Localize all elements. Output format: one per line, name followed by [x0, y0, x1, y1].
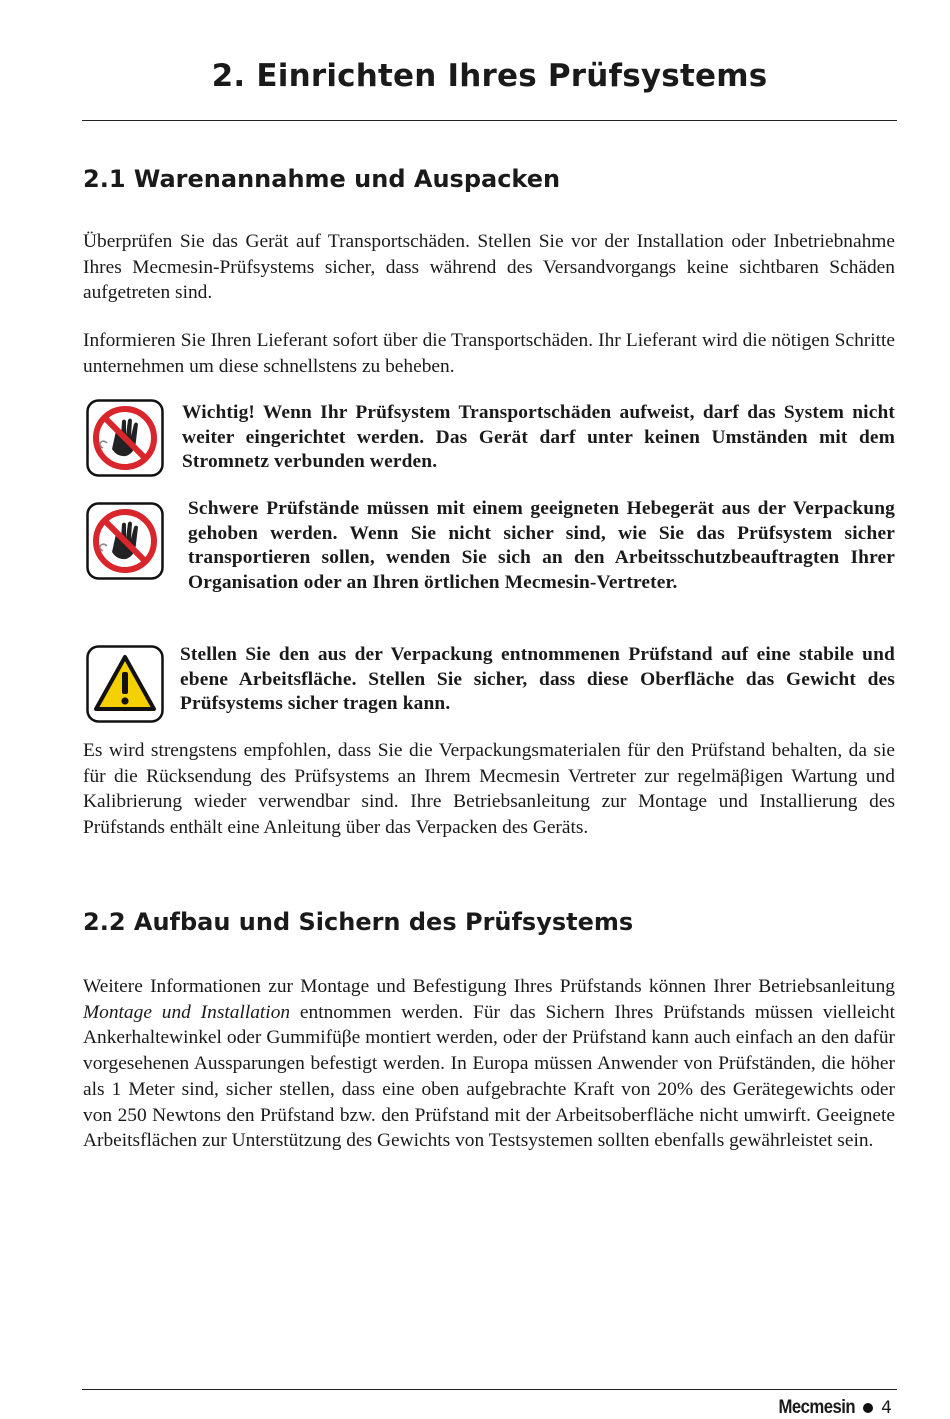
paragraph-mounting-text-b: entnommen werden. Für das Sichern Ihres Prüfstands müssen vielleicht Ankerhaltewinkel oder Gummifüβe montiert werden, oder der Prüfstand kann auch einfach an den dafür vorgesehenen Aussparungen befestigt werden. In Europa müssen Anwender von Prüfständen, die höher als 1 Meter sind, sicher stellen, dass eine oben aufgebrachte Kraft von 20% des Gerätegewichts oder von 250 Newtons den Prüfstand bzw. den Prüfstand mit der Arbeitsoberfläche nicht umwirft. Geeignete Arbeitsflächen zur Unterstützung des Gewichts von Testsystemen sollten ebenfalls gewährleistet sein. — [83, 1001, 895, 1152]
paragraph-mounting — [83, 974, 895, 1154]
no-touch-prohibition-icon — [86, 502, 164, 580]
brand-logo: Mecmesin — [778, 1397, 856, 1418]
section-heading-2-1: 2.1 Warenannahme und Auspacken — [83, 165, 561, 193]
page-footer — [768, 1397, 892, 1419]
chapter-title: 2. Einrichten Ihres Prüfsystems — [211, 58, 768, 94]
warning-heavy-lifting: Schwere Prüfstände müssen mit einem geeigneten Hebegerät aus der Verpackung gehoben werden. Wenn Sie nicht sicher sind, wie Sie das Prüfsystem sicher transportieren sollen, wenden Sie sich an den Arbeitsschutzbeauftragten Ihrer Organisation oder an Ihren örtlichen Mecmesin-Vertreter. — [188, 498, 895, 594]
header-rule — [82, 120, 897, 121]
bullet-dot-icon — [863, 1403, 873, 1413]
caution-stable-surface: Stellen Sie den aus der Verpackung entnommenen Prüfstand auf eine stabile und ebene Arbeitsfläche. Stellen Sie sicher, dass diese Oberfläche das Gewicht des Prüfsystems sicher tragen kann. — [180, 644, 895, 715]
warning-damaged-system: Wichtig! Wenn Ihr Prüfsystem Transportschäden aufweist, darf das System nicht weiter eingerichtet werden. Das Gerät darf unter keinen Umständen mit dem Stromnetz verbunden werden. — [182, 402, 895, 473]
paragraph-inspection: Überprüfen Sie das Gerät auf Transportschäden. Stellen Sie vor der Installation oder Inbetriebnahme Ihres Mecmesin-Prüfsystems sicher, dass während des Versandvorgangs keine sichtbaren Schäden aufgetreten sind. — [83, 231, 895, 304]
section-heading-2-2: 2.2 Aufbau und Sichern des Prüfsystems — [83, 908, 634, 936]
paragraph-mounting-text-a: Weitere Informationen zur Montage und Befestigung Ihres Prüfstands können Ihrer Betriebsanleitung — [83, 976, 895, 997]
paragraph-keep-packaging: Es wird strengstens empfohlen, dass Sie die Verpackungsmaterialen für den Prüfstand behalten, da sie für die Rücksendung des Prüfsystems an Ihrem Mecmesin Vertreter zur regelmäβigen Wartung und Kalibrierung wieder verwendbar sind. Ihre Betriebsanleitung zur Montage und Installierung des Prüfstands enthält eine Anleitung über das Verpacken des Geräts. — [83, 740, 895, 839]
manual-title-reference: Montage und Installation — [83, 1001, 291, 1023]
caution-triangle-icon — [86, 645, 164, 723]
no-touch-prohibition-icon — [86, 399, 164, 477]
footer-rule — [82, 1389, 897, 1390]
page-number: 4 — [881, 1398, 892, 1418]
paragraph-notify-supplier: Informieren Sie Ihren Lieferant sofort über die Transportschäden. Ihr Lieferant wird die nötigen Schritte unternehmen um diese schnellstens zu beheben. — [83, 330, 895, 377]
